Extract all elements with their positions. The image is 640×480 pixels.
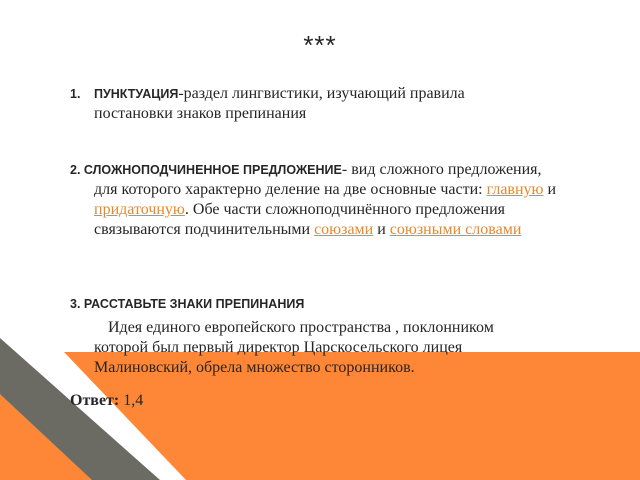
item-task-heading (70, 294, 550, 314)
slide-title: *** (303, 30, 337, 60)
conj-and-2: и (373, 221, 390, 238)
term-complex-sentence: 2. СЛОЖНОПОДЧИНЕННОЕ ПРЕДЛОЖЕНИЕ (70, 163, 342, 177)
item-complex-sentence (70, 160, 560, 240)
definition-text-a: - вид сложного предложения, для которого характерно деление на две основные части: (94, 161, 542, 198)
task-sentence: Идея единого европейского пространства , поклонником которой был первый директор Царскосельского лицея Малиновский, обрела множество сторонников. (94, 319, 494, 376)
item-number: 1. (70, 87, 81, 101)
term-punctuation: ПУНКТУАЦИЯ (94, 87, 179, 101)
task-heading: 3. РАССТАВЬТЕ ЗНАКИ ПРЕПИНАНИЯ (70, 297, 305, 311)
conj-and: и (543, 181, 557, 198)
definition-text-b: . Обе части сложноподчинённого предложения связываются подчинительными (94, 201, 505, 238)
link-conjunctions[interactable]: союзами (314, 221, 374, 238)
link-subordinate-clause[interactable]: придаточную (94, 201, 185, 218)
answer (70, 392, 143, 410)
item-punctuation (70, 84, 540, 124)
answer-value: 1,4 (119, 392, 144, 409)
link-conjunctive-words[interactable]: союзными словами (389, 221, 522, 238)
definition-punctuation: -раздел лингвистики, изучающий правила постановки знаков препинания (94, 85, 465, 122)
answer-label: Ответ: (70, 392, 120, 409)
link-main-clause[interactable]: главную (486, 181, 544, 198)
